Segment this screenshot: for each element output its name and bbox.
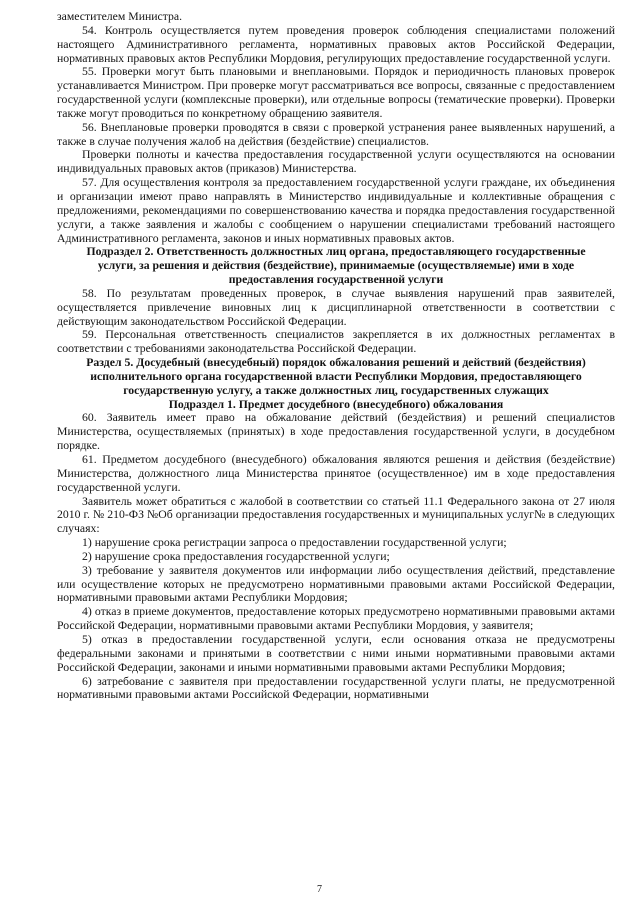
paragraph: 60. Заявитель имеет право на обжалование действий (бездействия) и решений специалистов Министерства, осуществляемых (принятых) в ходе предоставления государственной услуги, в досудебном порядке. (57, 411, 615, 453)
paragraph: 1) нарушение срока регистрации запроса о предоставлении государственной услуги; (82, 536, 507, 550)
document-body (57, 10, 615, 702)
paragraph: 2) нарушение срока предоставления государственной услуги; (82, 549, 390, 563)
paragraph: 54. Контроль осуществляется путем проведения проверок соблюдения специалистами положений настоящего Административного регламента, нормативных правовых актов Российской Федерации, нормативных правовых актов Республики Мордовия, регулирующих предоставление государственной услуги. (57, 23, 615, 65)
paragraph: заместителем Министра. (57, 10, 183, 23)
paragraph: 5) отказ в предоставлении государственной услуги, если основания отказа не предусмотрены федеральными законами и принятыми в соответствии с ними иными нормативными правовыми актами Российской Федерации, законами и иными нормативными правовыми актами Республики Мордовия; (57, 632, 615, 674)
paragraph: 6) затребование с заявителя при предоставлении государственной услуги платы, не предусмотренной нормативными правовыми актами Российской Федерации, нормативными (57, 674, 615, 702)
paragraph: Проверки полноты и качества предоставления государственной услуги осуществляются на основании индивидуальных правовых актов (приказов) Министерства. (57, 148, 615, 176)
paragraph: 55. Проверки могут быть плановыми и внеплановыми. Порядок и периодичность плановых проверок устанавливается Министром. При проверке могут рассматриваться все вопросы, связанные с предоставлением государственной услуги (комплексные проверки), или отдельные вопросы (тематические проверки). Проверки также могут проводиться по конкретному обращению заявителя. (57, 65, 615, 120)
paragraph: 61. Предметом досудебного (внесудебного) обжалования являются решения и действия (бездействие) Министерства, должностного лица Министерства принятое (осуществленное) им в ходе предоставления государственной услуги. (57, 453, 615, 494)
paragraph: 4) отказ в приеме документов, предоставление которых предусмотрено нормативными правовыми актами Российской Федерации, нормативными правовыми актами Республики Мордовия, у заявителя; (57, 605, 615, 633)
paragraph: 56. Внеплановые проверки проводятся в связи с проверкой устранения ранее выявленных нарушений, а также в случае получения жалоб на действия (бездействие) специалистов. (57, 120, 615, 148)
section-heading: Подраздел 1. Предмет досудебного (внесудебного) обжалования (168, 397, 504, 411)
page-number: 7 (317, 884, 322, 895)
paragraph: 3) требование у заявителя документов или информации либо осуществления действий, представление или осуществление которых не предусмотрено нормативными правовыми актами Российской Федерации, нормативными правовыми актами Республики Мордовия; (57, 563, 615, 605)
section-heading: Подраздел 2. Ответственность должностных лиц органа, предоставляющего государственные услуги, за решения и действия (бездействие), принимаемые (осуществляемые) ими в ходе предоставления государственной услуги (86, 245, 586, 287)
paragraph: 57. Для осуществления контроля за предоставлением государственной услуги граждане, их объединения и организации имеют право направлять в Министерство индивидуальные и коллективные обращения с предложениями, рекомендациями по совершенствованию качества и порядка предоставления государственной услуги, а также заявления и жалобы с сообщением о нарушении специалистами требований настоящего Административного регламента, законов и иных нормативных правовых актов. (57, 176, 615, 245)
paragraph: 59. Персональная ответственность специалистов закрепляется в их должностных регламентах в соответствии с требованиями законодательства Российской Федерации. (57, 328, 615, 356)
paragraph: Заявитель может обратиться с жалобой в соответствии со статьей 11.1 Федерального закона от 27 июля 2010 г. № 210-ФЗ №Об организации предоставления государственных и муниципальных услуг№ в следующих случаях: (57, 494, 615, 536)
paragraph: 58. По результатам проведенных проверок, в случае выявления нарушений прав заявителей, осуществляется привлечение виновных лиц к дисциплинарной ответственности в соответствии с действующим законодательством Российской Федерации. (57, 286, 615, 328)
section-heading: Раздел 5. Досудебный (внесудебный) порядок обжалования решений и действий (бездействия) исполнительного органа государственной власти Республики Мордовия, предоставляющего государственную услугу, а также должностных лиц, государственных служащих (86, 356, 586, 397)
